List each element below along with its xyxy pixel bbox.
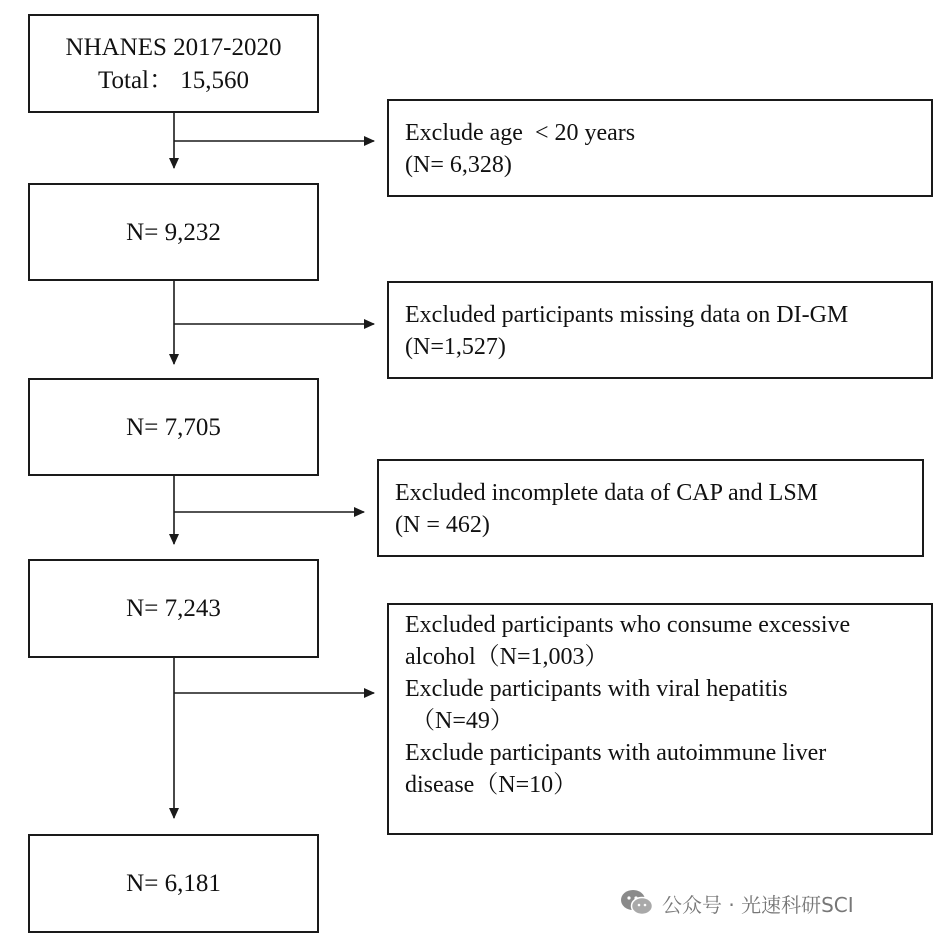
step-count-3: N= 7,705 bbox=[126, 413, 221, 441]
final-count: N= 6,181 bbox=[126, 870, 221, 897]
exclusion-4-alcohol-text: Excluded participants who consume excessive bbox=[405, 612, 851, 638]
start-box bbox=[28, 14, 319, 113]
exclusion-1-count: (N= 6,328) bbox=[405, 152, 512, 178]
exclusion-box-3 bbox=[377, 459, 924, 557]
exclusion-4-hepatitis-count: （N=49） bbox=[405, 708, 514, 734]
start-title: NHANES 2017-2020 bbox=[65, 33, 282, 61]
start-total: Total： 15,560 bbox=[97, 66, 249, 94]
watermark-text: 公众号 · 光速科研SCI bbox=[662, 892, 854, 917]
exclusion-2-count: (N=1,527) bbox=[405, 334, 506, 360]
exclusion-box-1 bbox=[387, 99, 933, 197]
step-box-2 bbox=[28, 183, 319, 281]
wechat-icon bbox=[620, 888, 654, 918]
exclusion-3-text: Excluded incomplete data of CAP and LSM bbox=[395, 480, 819, 506]
exclusion-4-autoimmune-text: Exclude participants with autoimmune liver bbox=[405, 740, 827, 766]
exclusion-4-hepatitis-text: Exclude participants with viral hepatitis bbox=[405, 676, 788, 702]
step-count-4: N= 7,243 bbox=[126, 595, 221, 622]
exclusion-4-alcohol-count: alcohol（N=1,003） bbox=[405, 644, 609, 670]
final-box bbox=[28, 834, 319, 933]
step-box-4 bbox=[28, 559, 319, 658]
exclusion-box-4 bbox=[387, 603, 933, 835]
exclusion-1-text: Exclude age < 20 years bbox=[405, 120, 636, 146]
exclusion-box-2 bbox=[387, 281, 933, 379]
watermark bbox=[620, 886, 854, 920]
step-count-2: N= 9,232 bbox=[126, 218, 221, 246]
exclusion-4-autoimmune-count: disease（N=10） bbox=[405, 772, 578, 798]
exclusion-3-count: (N = 462) bbox=[395, 512, 490, 538]
step-box-3 bbox=[28, 378, 319, 476]
exclusion-2-text: Excluded participants missing data on DI-GM bbox=[405, 302, 849, 328]
